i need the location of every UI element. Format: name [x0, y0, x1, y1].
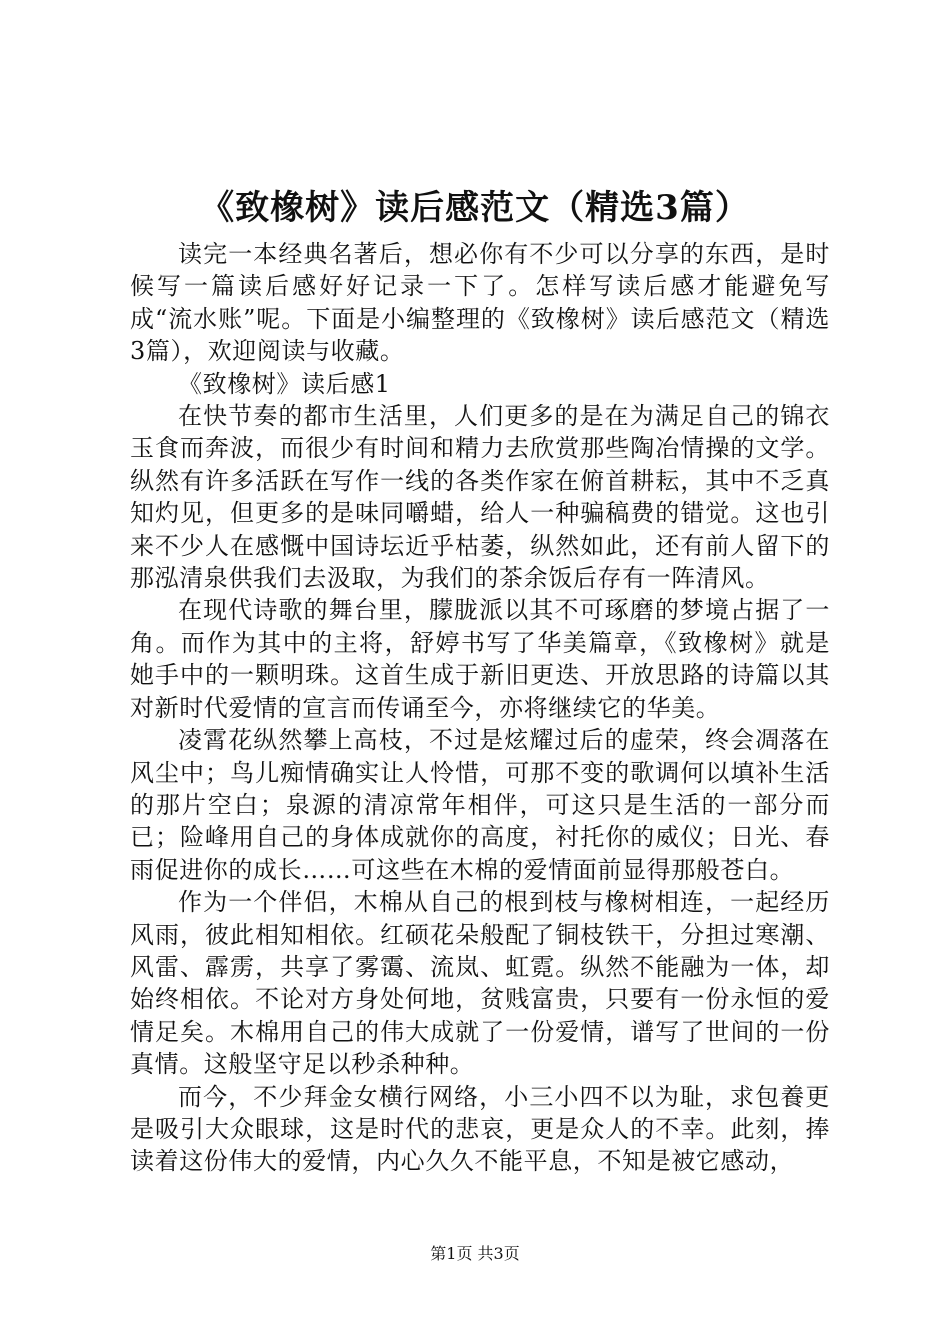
- document-body: [130, 238, 830, 1178]
- intro-paragraph: 读完一本经典名著后，想必你有不少可以分享的东西，是时候写一篇读后感好好记录一下了。怎样写读后感才能避免写成“流水账”呢。下面是小编整理的《致橡树》读后感范文（精选3篇），欢迎阅读与收藏。: [130, 240, 830, 366]
- body-paragraph: 而今，不少拜金女横行网络，小三小四不以为耻，求包養更是吸引大众眼球，这是时代的悲哀，更是众人的不幸。此刻，捧读着这份伟大的爱情，内心久久不能平息，不知是被它感动，: [130, 1082, 830, 1176]
- body-paragraph: 作为一个伴侣，木棉从自己的根到枝与橡树相连，一起经历风雨，彼此相知相依。红硕花朵般配了铜枝铁干，分担过寒潮、风雷、霹雳，共享了雾霭、流岚、虹霓。纵然不能融为一体，却始终相依。不论对方身处何地，贫贱富贵，只要有一份永恒的爱情足矣。木棉用自己的伟大成就了一份爱情，谱写了世间的一份真情。这般坚守足以秒杀种种。: [130, 888, 830, 1079]
- body-paragraph: 凌霄花纵然攀上高枝，不过是炫耀过后的虚荣，终会凋落在风尘中；鸟儿痴情确实让人怜惜，可那不变的歌调何以填补生活的那片空白；泉源的清凉常年相伴，可这只是生活的一部分而已；险峰用自己的身体成就你的高度，衬托你的威仪；日光、春雨促进你的成长……可这些在木棉的爱情面前显得那般苍白。: [130, 726, 830, 884]
- section-heading: 《致橡树》读后感1: [178, 369, 391, 398]
- body-paragraph: 在快节奏的都市生活里，人们更多的是在为满足自己的锦衣玉食而奔波，而很少有时间和精力去欣赏那些陶冶情操的文学。纵然有许多活跃在写作一线的各类作家在俯首耕耘，其中不乏真知灼见，但更多的是味同嚼蜡，给人一种骗稿费的错觉。这也引来不少人在感慨中国诗坛近乎枯萎，纵然如此，还有前人留下的那泓清泉供我们去汲取，为我们的茶余饭后存有一阵清风。: [130, 402, 830, 593]
- document-title: 《致橡树》读后感范文（精选3篇）: [200, 188, 750, 228]
- page-footer: 第1页 共3页: [430, 1244, 520, 1263]
- body-paragraph: 在现代诗歌的舞台里，朦胧派以其不可琢磨的梦境占据了一角。而作为其中的主将，舒婷书写了华美篇章，《致橡树》就是她手中的一颗明珠。这首生成于新旧更迭、开放思路的诗篇以其对新时代爱情的宣言而传诵至今，亦将继续它的华美。: [130, 596, 830, 722]
